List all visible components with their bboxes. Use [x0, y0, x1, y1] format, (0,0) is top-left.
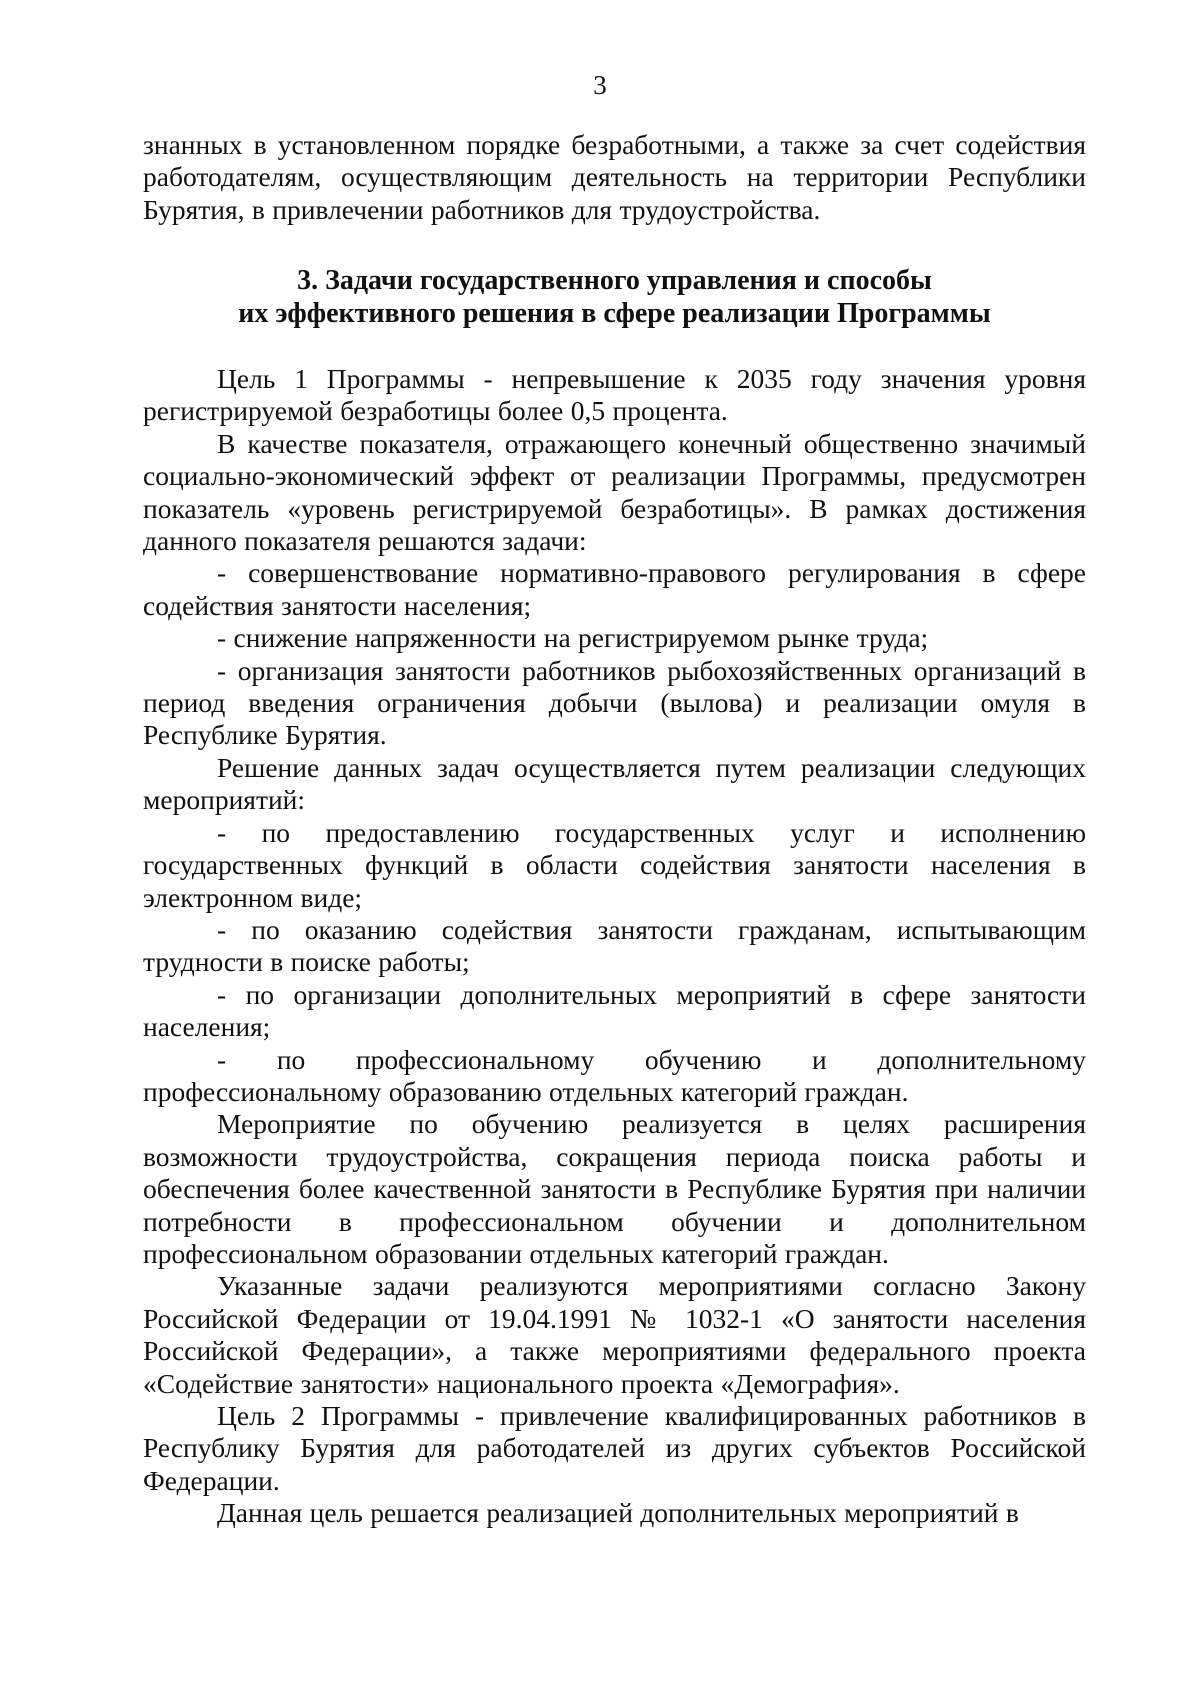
list-item-measure-4: - по профессиональному обучению и дополнительному профессиональному образованию отдельных категорий граждан. — [143, 1043, 1086, 1107]
paragraph-law-reference: Указанные задачи реализуются мероприятиями согласно Закону Российской Федерации от 19.04.1991 № 1032-1 «О занятости населения Российской Федерации», а также мероприятиями федерального проекта «Содействие занятости» национального проекта «Демография». — [143, 1270, 1086, 1399]
list-item-measure-2: - по оказанию содействия занятости гражданам, испытывающим трудности в поиске работы; — [143, 913, 1086, 978]
paragraph-solution: Решение данных задач осуществляется путем реализации следующих мероприятий: — [143, 751, 1086, 816]
paragraph-goal-1: Цель 1 Программы - непревышение к 2035 году значения уровня регистрируемой безработицы более 0,5 процента. — [143, 363, 1086, 427]
list-item-task-2: - снижение напряженности на регистрируемом рынке труда; — [217, 622, 929, 654]
paragraph-indicator: В качестве показателя, отражающего конечный общественно значимый социально-экономический эффект от реализации Программы, предусмотрен показатель «уровень регистрируемой безработицы». В рамках достижения данного показателя решаются задачи: — [143, 427, 1086, 557]
section-heading-line-1: 3. Задачи государственного управления и способы — [297, 265, 932, 296]
list-item-task-3: - организация занятости работников рыбохозяйственных организаций в период введения ограничения добычи (вылова) и реализации омуля в Республике Бурятия. — [143, 654, 1086, 751]
paragraph-training: Мероприятие по обучению реализуется в целях расширения возможности трудоустройства, сокращения периода поиска работы и обеспечения более качественной занятости в Республике Бурятия при наличии потребности в профессиональном обучении и дополнительном профессиональном образовании отдельных категорий граждан. — [143, 1108, 1086, 1269]
list-item-measure-3: - по организации дополнительных мероприятий в сфере занятости населения; — [143, 978, 1086, 1043]
paragraph-goal-2: Цель 2 Программы - привлечение квалифицированных работников в Республику Бурятия для работодателей из других субъектов Российской Федерации. — [143, 1400, 1086, 1496]
list-item-measure-1: - по предоставлению государственных услуг и исполнению государственных функций в области содействия занятости населения в электронном виде; — [143, 816, 1086, 913]
section-body — [143, 363, 1086, 1530]
page-number: 3 — [593, 70, 607, 100]
section-heading — [143, 264, 1086, 330]
list-item-task-1: - совершенствование нормативно-правового регулирования в сфере содействия занятости населения; — [143, 557, 1086, 621]
continuation-paragraph: знанных в установленном порядке безработными, а также за счет содействия работодателям, осуществляющим деятельность на территории Республики Бурятия, в привлечении работников для трудоустройства. — [143, 129, 1086, 225]
paragraph-goal-2-solution: Данная цель решается реализацией дополнительных мероприятий в — [217, 1497, 1019, 1529]
continuation-block — [143, 129, 1086, 226]
section-heading-line-2: их эффективного решения в сфере реализации Программы — [238, 298, 991, 329]
